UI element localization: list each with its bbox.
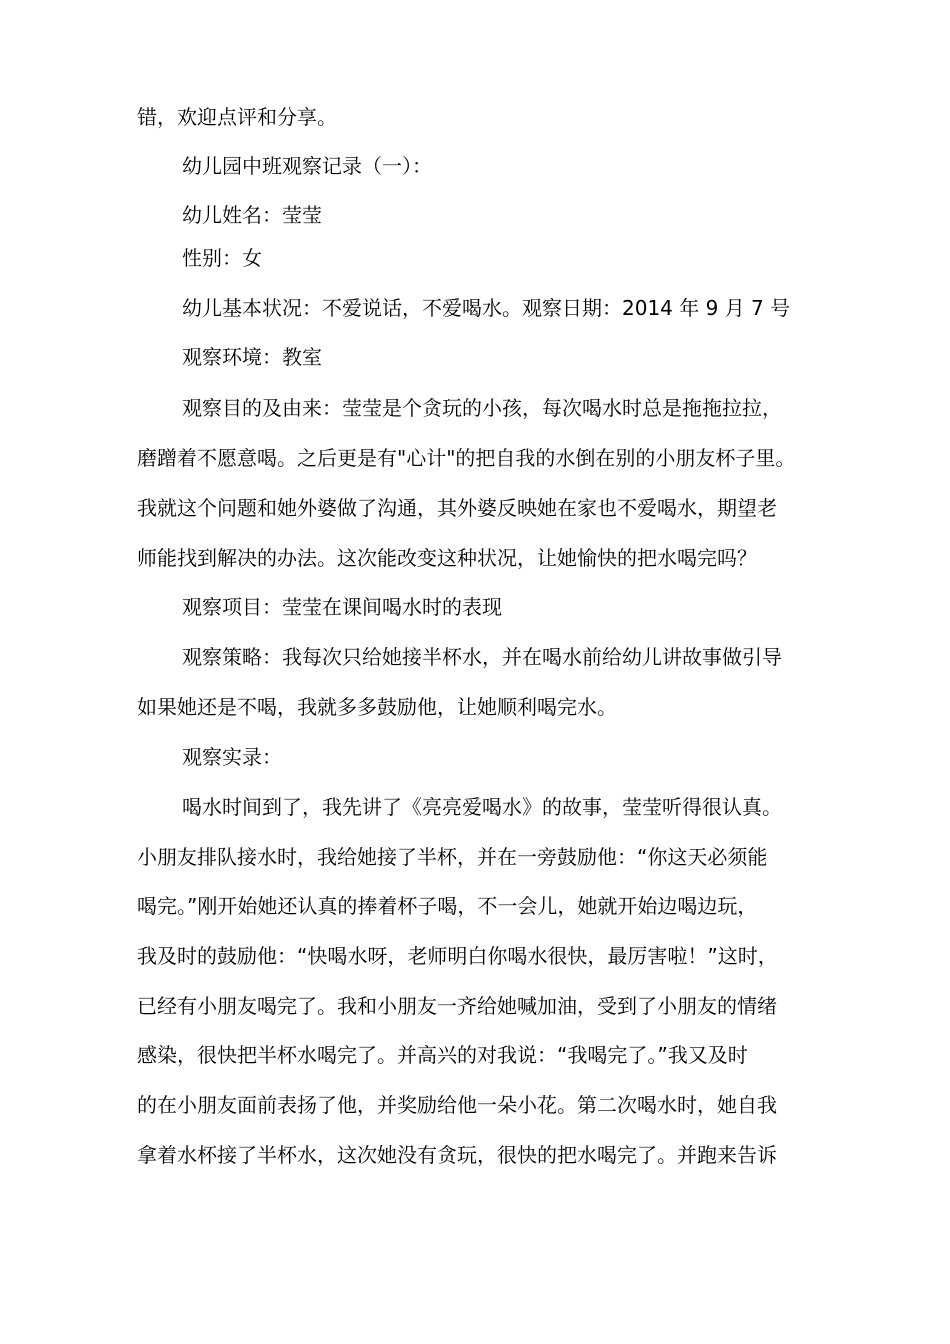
text-line: 幼儿园中班观察记录（一）： bbox=[182, 154, 432, 178]
text-line: 已经有小朋友喝完了。我和小朋友一齐给她喊加油，受到了小朋友的情绪 bbox=[137, 994, 777, 1018]
text-line: 师能找到解决的办法。这次能改变这种状况，让她愉快的把水喝完吗？ bbox=[137, 546, 757, 570]
text-line: 错，欢迎点评和分享。 bbox=[137, 105, 337, 129]
text-line: 感染，很快把半杯水喝完了。并高兴的对我说：“我喝完了。”我又及时 bbox=[137, 1043, 748, 1067]
text-line: 我就这个问题和她外婆做了沟通，其外婆反映她在家也不爱喝水，期望老 bbox=[137, 496, 777, 520]
text-line: 性别：女 bbox=[182, 246, 262, 270]
text-line: 拿着水杯接了半杯水，这次她没有贪玩，很快的把水喝完了。并跑来告诉 bbox=[137, 1143, 777, 1167]
text-line: 幼儿姓名：莹莹 bbox=[182, 203, 322, 227]
text-line: 我及时的鼓励他：“快喝水呀，老师明白你喝水很快，最厉害啦！”这时， bbox=[137, 944, 778, 968]
text-line: 观察环境：教室 bbox=[182, 345, 322, 369]
text-line: 观察策略：我每次只给她接半杯水，并在喝水前给幼儿讲故事做引导 bbox=[182, 645, 782, 669]
text-line: 磨蹭着不愿意喝。之后更是有"心计"的把自我的水倒在别的小朋友杯子里。 bbox=[137, 446, 796, 470]
text-line: 喝完。”刚开始她还认真的捧着杯子喝，不一会儿，她就开始边喝边玩， bbox=[137, 894, 758, 918]
text-line: 喝水时间到了，我先讲了《亮亮爱喝水》的故事，莹莹听得很认真。 bbox=[182, 795, 782, 819]
text-line: 的在小朋友面前表扬了他，并奖励给他一朵小花。第二次喝水时，她自我 bbox=[137, 1093, 777, 1117]
text-line: 幼儿基本状况：不爱说话，不爱喝水。观察日期：2014 年 9 月 7 号 bbox=[182, 296, 791, 320]
text-line: 小朋友排队接水时，我给她接了半杯，并在一旁鼓励他：“你这天必须能 bbox=[137, 845, 768, 869]
text-line: 观察实录： bbox=[182, 745, 282, 769]
text-line: 观察项目：莹莹在课间喝水时的表现 bbox=[182, 595, 502, 619]
text-line: 如果她还是不喝，我就多多鼓励他，让她顺利喝完水。 bbox=[137, 695, 617, 719]
text-line: 观察目的及由来：莹莹是个贪玩的小孩，每次喝水时总是拖拖拉拉， bbox=[182, 396, 782, 420]
